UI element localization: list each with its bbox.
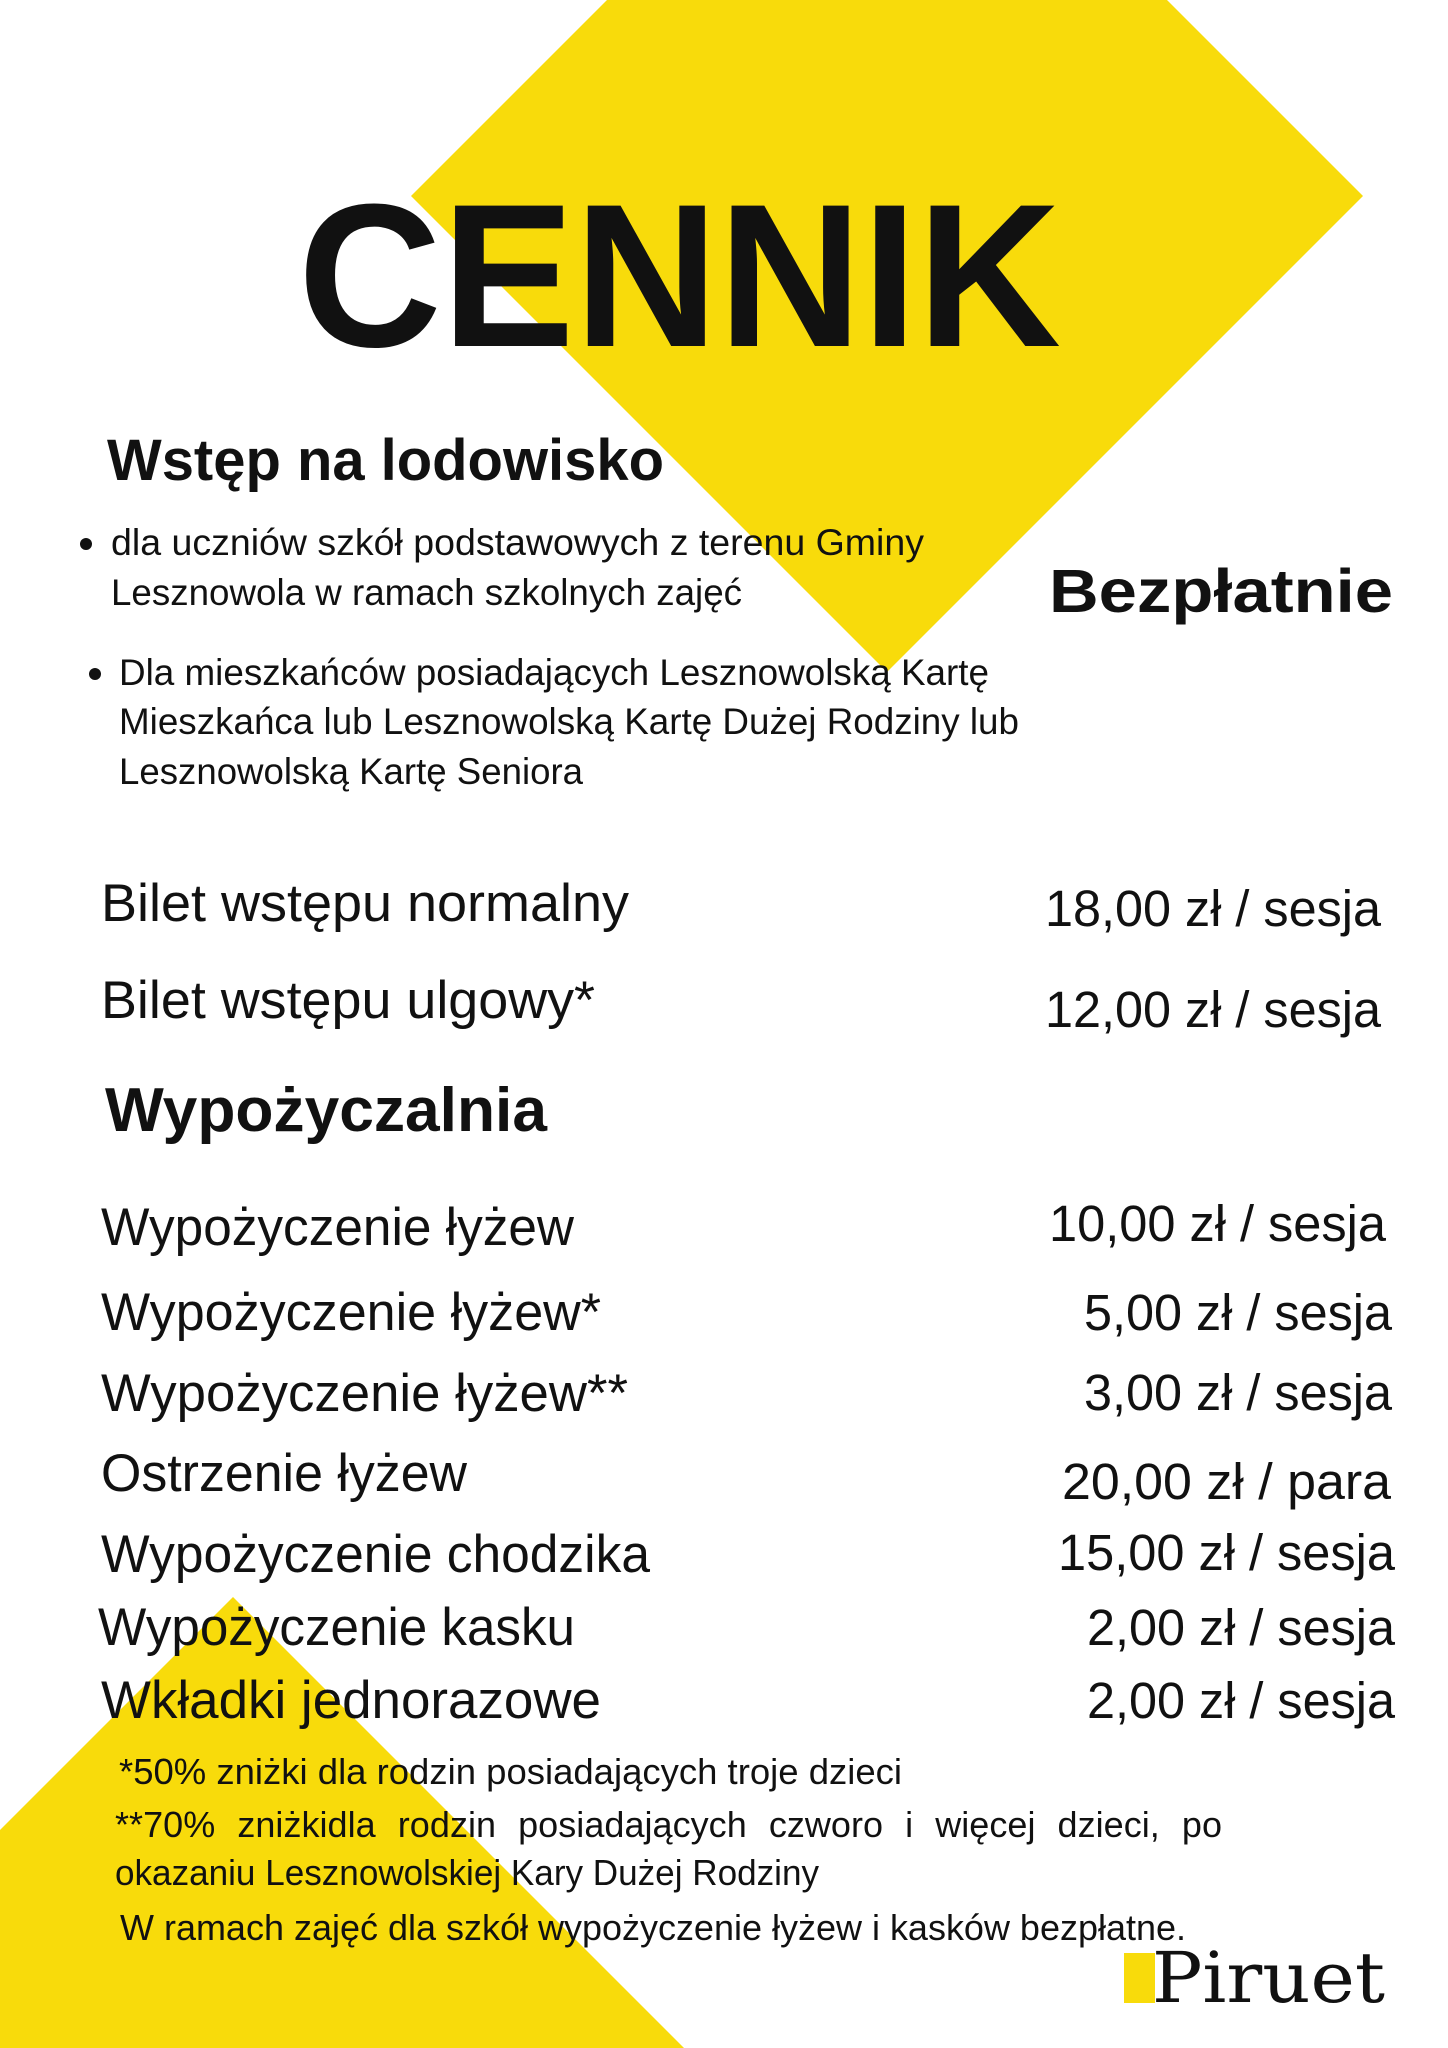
entry-heading: Wstęp na lodowisko: [107, 428, 664, 493]
footnote-line: **70% zniżkidla rodzin posiadających czworo i więcej dzieci, po: [115, 1804, 1222, 1845]
rental-item-price: 15,00 zł / sesja: [1058, 1524, 1396, 1581]
footnote-line: W ramach zajęć dla szkół wypożyczenie łyżew i kasków bezpłatne.: [120, 1907, 1186, 1948]
brand-logo: [1124, 1937, 1385, 2019]
bullet-line: dla uczniów szkół podstawowych z terenu Gminy: [111, 522, 925, 563]
ticket-name: Bilet wstępu normalny: [101, 874, 630, 933]
ticket-price: 18,00 zł / sesja: [1045, 880, 1382, 937]
rental-item-price: 2,00 zł / sesja: [1087, 1599, 1396, 1656]
free-entry-label: Bezpłatnie: [1049, 557, 1393, 625]
rental-item-price: 5,00 zł / sesja: [1084, 1284, 1393, 1341]
bullet-line: Mieszkańca lub Lesznowolską Kartę Dużej Rodziny lub: [119, 701, 1019, 742]
bullet-line: Lesznowola w ramach szkolnych zajęć: [111, 572, 742, 613]
rental-item-price: 3,00 zł / sesja: [1084, 1364, 1393, 1421]
ticket-name: Bilet wstępu ulgowy*: [101, 971, 595, 1030]
bullet-line: Lesznowolską Kartę Seniora: [119, 751, 584, 792]
rental-item-price: 10,00 zł / sesja: [1049, 1195, 1387, 1252]
bullet-icon: [80, 538, 92, 550]
bullet-line: Dla mieszkańców posiadających Lesznowolską Kartę: [119, 652, 989, 693]
footnote-line: *50% zniżki dla rodzin posiadających troje dzieci: [119, 1751, 902, 1792]
brand-name: Piruet: [1152, 1937, 1385, 2019]
rental-item-name: Wkładki jednorazowe: [101, 1671, 601, 1730]
rental-item-name: Wypożyczenie chodzika: [101, 1525, 651, 1584]
footnote-line: okazaniu Lesznowolskiej Kary Dużej Rodziny: [115, 1852, 819, 1893]
ticket-price: 12,00 zł / sesja: [1045, 981, 1382, 1038]
rental-item-name: Wypożyczenie łyżew**: [101, 1364, 628, 1423]
rental-item-price: 20,00 zł / para: [1062, 1453, 1392, 1510]
rental-heading: Wypożyczalnia: [105, 1076, 548, 1145]
rental-item-name: Wypożyczenie kasku: [98, 1598, 575, 1657]
logo-square-icon: [1124, 1953, 1155, 2003]
rental-item-name: Wypożyczenie łyżew: [101, 1198, 575, 1257]
bullet-icon: [89, 668, 101, 680]
page-title: CENNIK: [298, 162, 1061, 390]
rental-item-name: Ostrzenie łyżew: [101, 1444, 468, 1503]
rental-item-name: Wypożyczenie łyżew*: [101, 1283, 601, 1342]
rental-item-price: 2,00 zł / sesja: [1087, 1672, 1396, 1729]
